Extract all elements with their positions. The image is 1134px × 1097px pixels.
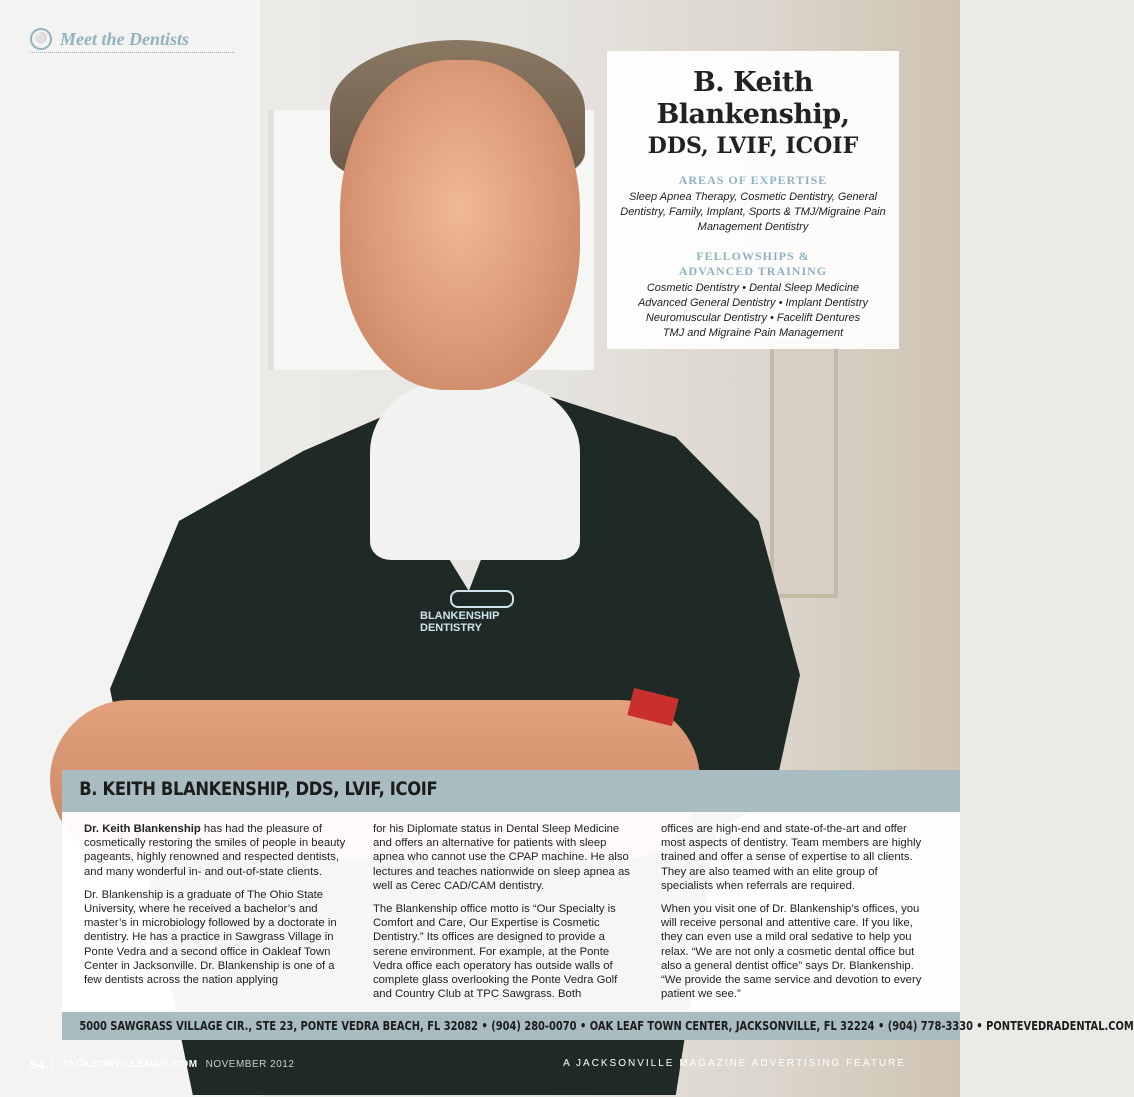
paragraph: Dr. Keith Blankenship has had the pleasure of cosmetically restoring the smiles of people in beauty pageants, highly renowned and respected dentists, and many wonderful in- and out-of-state clients. — [84, 823, 346, 878]
article-column-2 — [373, 822, 637, 1010]
paragraph: for his Diplomate status in Dental Sleep Medicine and offers an alternative for patients with sleep apnea who cannot use the CPAP machine. He also lectures and teaches nationwide on sleep apnea as well as Cerec CAD/CAM dentistry. — [373, 823, 630, 892]
credentials: DDS, LVIF, ICOIF — [647, 133, 859, 159]
site-link[interactable]: JACKSONVILLEMAG.COM — [61, 1059, 198, 1070]
fellowship-line: Cosmetic Dentistry • Dental Sleep Medicine — [646, 282, 860, 294]
article-body — [62, 812, 960, 1012]
article-heading-band — [62, 770, 960, 812]
background-frame — [770, 340, 838, 598]
fellowships-heading: FELLOWSHIPS & ADVANCED TRAINING — [678, 249, 828, 278]
section-divider — [30, 52, 235, 53]
section-tag — [30, 28, 189, 50]
scrub-logo: BLANKENSHIP DENTISTRY — [420, 590, 530, 620]
fellowship-line: Advanced General Dentistry • Implant Dentistry — [637, 297, 869, 309]
expertise-text: Sleep Apnea Therapy, Cosmetic Dentistry, General Dentistry, Family, Implant, Sports & TMJ/Migraine Pain Management Dentistry — [620, 191, 886, 233]
name-line-2: Blankenship, — [656, 99, 850, 130]
article-column-1 — [84, 822, 348, 996]
paragraph: The Blankenship office motto is “Our Specialty is Comfort and Care, Our Expertise is Cosmetic Dentistry.” Its offices are designed to provide a serene environment. For example, at the Ponte Vedra office each operatory has outside walls of complete glass overlooking the Ponte Vedra Golf and Country Club at TPC Sawgrass. Both — [373, 903, 618, 1001]
article-heading: B. KEITH BLANKENSHIP, DDS, LVIF, ICOIF — [79, 778, 438, 800]
paragraph: offices are high-end and state-of-the-art and offer most aspects of dentistry. Team members are highly trained and offer a sense of expertise to all clients. They are also teamed with an elite group of specialists when referrals are required. — [661, 823, 922, 892]
dentist-name — [607, 67, 899, 131]
feature-label: A JACKSONVILLE MAGAZINE ADVERTISING FEATURE — [563, 1058, 906, 1069]
address-band — [62, 1012, 1134, 1040]
issue-date: NOVEMBER 2012 — [205, 1059, 295, 1070]
lead-name: Dr. Keith Blankenship — [84, 823, 201, 835]
tooth-icon: ⚪ — [30, 28, 52, 50]
article-column-3 — [661, 822, 925, 1010]
paragraph: When you visit one of Dr. Blankenship’s offices, you will receive personal and attentive care. If you like, they can even use a mild oral sedative to help you relax. “We are not only a cosmetic dental office but also a general dentist office” says Dr. Blankenship. “We provide the same service and devotion to every patient we see.” — [661, 903, 922, 1001]
expertise-heading: AREAS OF EXPERTISE — [678, 173, 828, 187]
paragraph: Dr. Blankenship is a graduate of The Ohio State University, where he received a bachelor’s and master’s in microbiology followed by a doctorate in dentistry. He has a practice in Sawgrass Village in Ponte Vedra and a second office in Oakleaf Town Center in Jacksonville. Dr. Blankenship is one of a few dentists across the nation applying — [84, 888, 337, 987]
face — [340, 60, 580, 390]
section-title: Meet the Dentists — [60, 28, 189, 49]
name-card — [607, 51, 899, 349]
fellowship-line: TMJ and Migraine Pain Management — [662, 327, 844, 339]
page-footer — [30, 1057, 294, 1072]
undershirt — [370, 380, 580, 560]
name-line-1: B. Keith — [692, 67, 814, 98]
fellowship-line: Neuromuscular Dentistry • Facelift Dentures — [645, 312, 861, 324]
page-number: 54 — [30, 1057, 45, 1072]
footer-divider — [52, 1059, 53, 1071]
address-line: 5000 SAWGRASS VILLAGE CIR., STE 23, PONTE VEDRA BEACH, FL 32082 • (904) 280-0070 • OAK LEAF TOWN CENTER, JACKSONVILLE, FL 32224 • (904) 778-3330 • PONTEVEDRADENTAL.COM — [79, 1018, 1134, 1033]
